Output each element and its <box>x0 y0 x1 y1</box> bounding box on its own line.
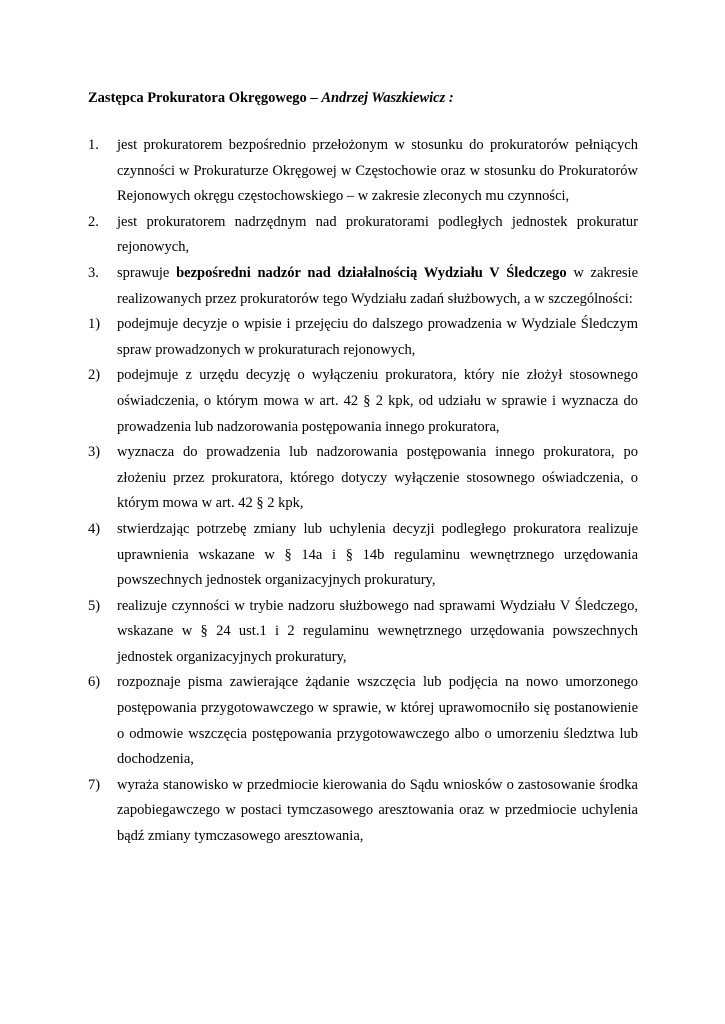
item-text-after: w zakresie realizowanych przez prokuratorów tego Wydziału zadań służbowych, a w szczególności: <box>117 264 639 307</box>
item-text: podejmuje z urzędu decyzję o wyłączeniu prokuratora, który nie złożył stosownego oświadczenia, o którym mowa w art. 42 § 2 kpk, od udziału w sprawie i wyznacza do prowadzenia lub nadzorowania postępowania innego prokuratora, <box>117 367 638 435</box>
list-item <box>88 670 638 772</box>
item-text: jest prokuratorem bezpośrednio przełożonym w stosunku do prokuratorów pełniących czynności w Prokuraturze Okręgowej w Częstochowie oraz w stosunku do Prokuratorów Rejonowych okręgu częstochowskiego – w zakresie zleconych mu czynności, <box>117 137 638 205</box>
item-number: 1. <box>88 137 99 153</box>
duties-list <box>88 133 638 850</box>
list-item <box>88 773 638 850</box>
heading-name: Andrzej Waszkiewicz : <box>321 90 454 106</box>
document-heading <box>88 88 454 108</box>
item-number: 5) <box>88 597 101 614</box>
item-text: podejmuje decyzje o wpisie i przejęciu do dalszego prowadzenia w Wydziale Śledczym spraw prowadzonych w prokuraturach rejonowych, <box>117 316 638 358</box>
list-item <box>88 517 638 594</box>
item-number: 6) <box>88 674 101 691</box>
item-number: 3. <box>88 264 99 281</box>
item-text: jest prokuratorem nadrzędnym nad prokuratorami podległych jednostek prokuratur rejonowych, <box>117 213 638 256</box>
list-item <box>88 210 638 261</box>
item-text: wyznacza do prowadzenia lub nadzorowania postępowania innego prokuratora, po złożeniu przez prokuratora, którego dotyczy wyłączenie stosownego oświadczenia, o którym mowa w art. 42 § 2 kpk, <box>117 444 638 512</box>
item-text: wyraża stanowisko w przedmiocie kierowania do Sądu wniosków o zastosowanie środka zapobiegawczego w postaci tymczasowego aresztowania oraz w przedmiocie uchylenia bądź zmiany tymczasowego aresztowania, <box>117 776 638 845</box>
list-item <box>88 440 638 517</box>
item-number: 1) <box>88 316 101 333</box>
item-text-bold: bezpośredni nadzór nad działalnością Wydziału V Śledczego <box>176 264 567 281</box>
list-item <box>88 363 638 440</box>
item-text: stwierdzając potrzebę zmiany lub uchylenia decyzji podległego prokuratora realizuje uprawnienia wskazane w § 14a i § 14b regulaminu wewnętrznego urzędowania powszechnych jednostek organizacyjnych prokuratury, <box>117 520 638 589</box>
list-item <box>88 133 638 210</box>
item-text: rozpoznaje pisma zawierające żądanie wszczęcia lub podjęcia na nowo umorzonego postępowania przygotowawczego w sprawie, w której uprawomocniło się postanowienie o odmowie wszczęcia postępowania przygotowawczego albo o umorzeniu śledztwa lub dochodzenia, <box>117 674 638 768</box>
item-number: 4) <box>88 520 101 537</box>
item-number: 2) <box>88 367 101 384</box>
item-text: realizuje czynności w trybie nadzoru służbowego nad sprawami Wydziału V Śledczego, wskazane w § 24 ust.1 i 2 regulaminu wewnętrznego urzędowania powszechnych jednostek organizacyjnych prokuratury, <box>117 597 638 665</box>
item-number: 7) <box>88 776 101 793</box>
item-text <box>117 261 638 312</box>
list-item <box>88 594 638 671</box>
list-item <box>88 312 638 363</box>
item-text-before: sprawuje <box>117 264 177 281</box>
item-number: 3) <box>88 444 101 461</box>
list-item <box>88 261 638 312</box>
heading-title: Zastępca Prokuratora Okręgowego – <box>88 90 322 106</box>
item-number: 2. <box>88 213 99 230</box>
